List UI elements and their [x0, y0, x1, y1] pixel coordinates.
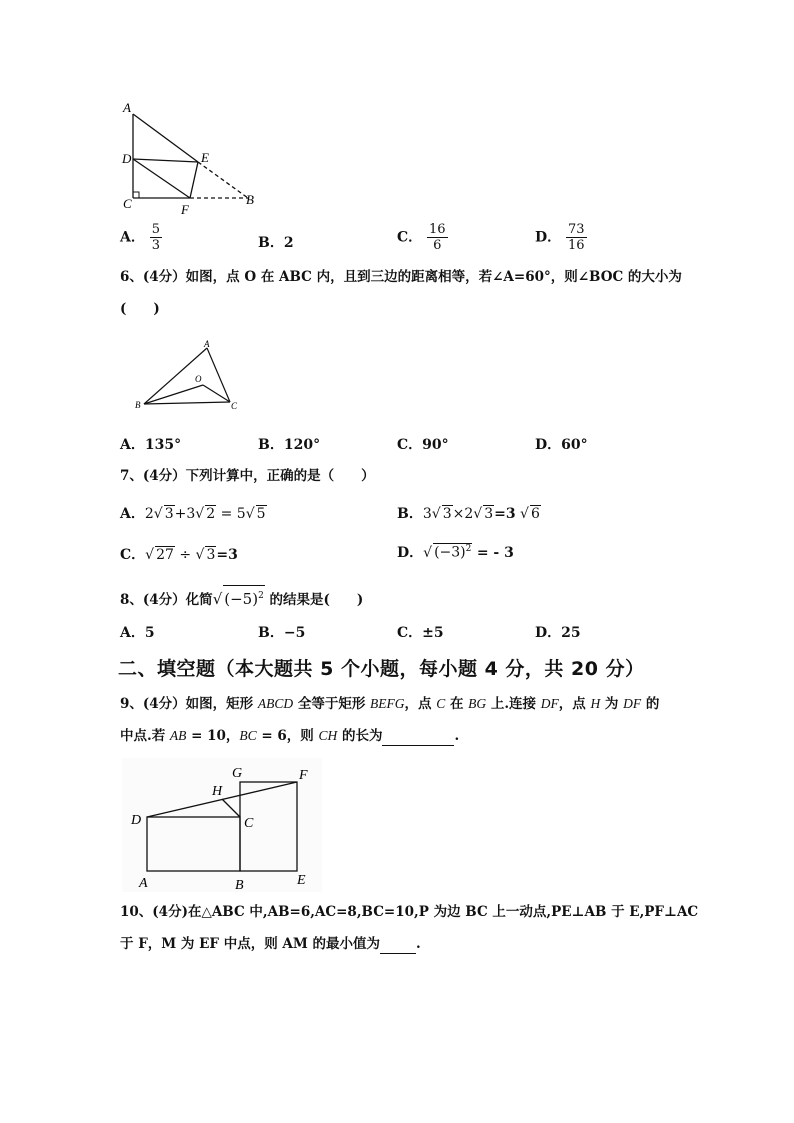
q7b-r1: 3 — [442, 506, 452, 522]
q8-option-a[interactable] — [120, 622, 155, 642]
q9-label-B: B — [235, 878, 244, 892]
q9-l2-6: 的长为 — [337, 728, 383, 744]
q7d-radicand — [433, 543, 472, 561]
q7a-r1: 3 — [164, 506, 174, 522]
q5-label-A: A — [123, 100, 131, 115]
q9-l1-14: 的 — [641, 696, 660, 712]
q5-label-D: D — [122, 151, 132, 166]
q9-label-A: A — [139, 876, 148, 891]
q9-l1-11: H — [590, 696, 601, 711]
q6-option-d-value: 60° — [561, 437, 588, 453]
q5-option-b-value: 2 — [283, 235, 294, 251]
q7a-c2: 3 — [186, 506, 196, 522]
q5-option-d-fraction — [566, 222, 587, 253]
q7-option-c-expr: √ 27 ÷ √ 3=3 — [145, 547, 238, 563]
q8-radicand — [223, 585, 265, 609]
q7b-c2: 2 — [464, 506, 474, 522]
q9-l2-5: CH — [318, 728, 338, 743]
q5-option-c-fraction — [427, 222, 448, 253]
q7-option-a-label: A． — [120, 506, 145, 522]
q9-l1-12: 为 — [600, 696, 624, 712]
q6-option-a[interactable] — [120, 434, 181, 454]
q9-label-C: C — [244, 816, 254, 831]
q9-l1-1: ABCD — [257, 696, 294, 711]
q8-inner: (−5) — [224, 590, 259, 608]
q9-l1-6: 在 — [445, 696, 469, 712]
q9-figure — [122, 758, 322, 892]
q6-label-O: O — [195, 374, 202, 384]
q9-l1-7: BG — [468, 696, 487, 711]
q6-label-A: A — [204, 339, 210, 349]
q9-l1-4: ，点 — [404, 696, 437, 712]
q5-label-B: B — [246, 192, 254, 207]
q8-option-d-label: D． — [535, 625, 562, 641]
q5-option-b-label: B． — [258, 235, 284, 251]
q5-option-a-label: A． — [120, 229, 145, 246]
q6-option-c-value: 90° — [422, 437, 449, 453]
q7a-r3: 5 — [256, 506, 266, 522]
q9-l2-2: = 10， — [186, 728, 240, 744]
q6-option-b[interactable] — [258, 434, 320, 454]
q7-text: 7、(4分）下列计算中，正确的是（ ） — [120, 468, 375, 484]
q5-option-a-fraction — [150, 222, 162, 253]
q9-label-H: H — [212, 784, 223, 799]
q6-option-b-value: 120° — [283, 437, 321, 453]
q7b-c1: 3 — [422, 506, 432, 522]
q7-option-b[interactable] — [397, 503, 541, 523]
q8-option-d[interactable] — [535, 622, 581, 642]
q7b-r2: 3 — [484, 506, 494, 522]
q9-label-D: D — [131, 813, 142, 828]
q5-label-F: F — [181, 202, 189, 217]
q8-option-c-label: C． — [397, 625, 423, 641]
q5-option-d[interactable] — [535, 222, 587, 253]
q10-line2-end: . — [416, 936, 421, 952]
q9-line1 — [120, 694, 659, 714]
q5-figure — [115, 96, 265, 220]
q5-option-b[interactable] — [258, 232, 294, 252]
q5-c-den: 6 — [433, 238, 442, 253]
q5-label-C: C — [123, 196, 132, 211]
q9-l2-4: = 6，则 — [256, 728, 319, 744]
q7-option-c-label: C． — [120, 547, 146, 563]
q9-line2-end: . — [454, 728, 460, 744]
q9-label-G: G — [232, 766, 243, 781]
q5-a-num: 5 — [151, 222, 161, 237]
q7-option-d-label: D． — [397, 545, 424, 561]
q7a-eq: = — [220, 506, 233, 522]
q8-radical: √ $(-5)^2$ — [213, 590, 265, 608]
q7-option-c[interactable] — [120, 544, 238, 564]
q6-label-C: C — [231, 401, 238, 411]
q6-option-b-label: B． — [258, 437, 284, 453]
q7a-c1: 2 — [144, 506, 154, 522]
q5-a-den: 3 — [151, 238, 161, 253]
q9-l1-0: 9、(4分）如图，矩形 — [120, 696, 258, 712]
q9-l2-0: 中点.若 — [120, 728, 170, 744]
section-2-title: 二、填空题（本大题共 5 个小题，每小题 4 分，共 20 分） — [118, 658, 645, 680]
q10-line2-text: 于 F，M 为 EF 中点，则 AM 的最小值为 — [120, 936, 381, 952]
q9-label-E: E — [297, 873, 306, 888]
q8-option-a-label: A． — [120, 625, 145, 641]
q5-d-num: 73 — [568, 222, 585, 237]
q7b-times: × — [452, 506, 465, 522]
q9-label-F: F — [299, 768, 308, 783]
q8-option-c[interactable] — [397, 622, 444, 642]
q9-l1-8: 上.连接 — [486, 696, 541, 712]
q7-option-a-expr: 2√ 3+3√ 2 = 5√ 5 — [144, 506, 266, 522]
q10-line2 — [120, 934, 421, 954]
q5-option-a[interactable] — [120, 222, 162, 253]
q7-option-d[interactable] — [397, 542, 514, 562]
q9-l1-10: ，点 — [558, 696, 591, 712]
q6-option-a-value: 135° — [144, 437, 182, 453]
q5-c-num: 16 — [429, 222, 446, 237]
q5-option-d-label: D． — [535, 229, 562, 246]
q8-option-b-label: B． — [258, 625, 284, 641]
q8-suffix: 的结果是( ) — [269, 592, 364, 608]
q6-text: 6、(4分）如图，点 O 在 ABC 内，且到三边的距离相等，若∠A=60°，则∠BOC 的大小为 — [120, 269, 682, 285]
q8-text — [120, 585, 363, 610]
q5-label-E: E — [201, 150, 209, 165]
q7b-eq: =3 — [494, 506, 516, 522]
q7a-plus: + — [174, 506, 187, 522]
q7-option-b-label: B． — [397, 506, 423, 522]
q7-option-d-expr: √ $(-3)^2$ = - 3 — [423, 544, 514, 561]
q7-option-a[interactable] — [120, 503, 267, 523]
q8-option-a-value: 5 — [144, 625, 155, 641]
q9-l1-3: BEFG — [370, 696, 405, 711]
q7c-div: ÷ — [179, 547, 192, 563]
q9-answer-blank[interactable] — [382, 731, 454, 746]
q9-l2-3: BC — [239, 728, 257, 743]
q8-exp: 2 — [258, 591, 264, 601]
q7d-eq: = - 3 — [476, 545, 514, 561]
q10-answer-blank[interactable] — [380, 939, 416, 954]
q7c-r2: 3 — [206, 547, 216, 563]
q9-l1-13: DF — [623, 696, 642, 711]
q8-option-d-value: 25 — [561, 625, 581, 641]
q8-option-c-value: ±5 — [422, 625, 444, 641]
q8-prefix: 8、(4分）化简 — [120, 592, 213, 608]
q7c-eq: =3 — [216, 547, 238, 563]
q8-option-b[interactable] — [258, 622, 305, 642]
q7c-r1: 27 — [156, 547, 174, 563]
q9-l1-5: C — [436, 696, 446, 711]
q6-option-a-label: A． — [120, 437, 145, 453]
q5-option-c[interactable] — [397, 222, 448, 253]
q6-paren: ( ) — [120, 301, 160, 317]
q6-option-d[interactable] — [535, 434, 588, 454]
q6-option-c[interactable] — [397, 434, 449, 454]
q7-option-b-expr: 3√ 3×2√ 3=3 √ 6 — [422, 506, 540, 522]
q7d-inner: (−3) — [434, 545, 466, 561]
q7d-exp: 2 — [465, 544, 472, 555]
q7a-r2: 2 — [206, 506, 216, 522]
q6-option-c-label: C． — [397, 437, 423, 453]
q9-l1-9: DF — [540, 696, 559, 711]
q6-figure — [130, 338, 245, 414]
q9-line2 — [120, 726, 459, 746]
q7a-c3: 5 — [236, 506, 246, 522]
q8-option-b-value: −5 — [283, 625, 306, 641]
q5-d-den: 16 — [568, 238, 585, 253]
q9-l2-1: AB — [169, 728, 187, 743]
q10-line1: 10、(4分)在△ABC 中,AB=6,AC=8,BC=10,P 为边 BC 上一动点,PE⊥AB 于 E,PF⊥AC — [120, 904, 699, 920]
q9-l1-2: 全等于矩形 — [293, 696, 371, 712]
q5-option-c-label: C． — [397, 229, 423, 246]
q7b-r3: 6 — [530, 506, 540, 522]
q6-option-d-label: D． — [535, 437, 562, 453]
q6-label-B: B — [135, 400, 141, 410]
